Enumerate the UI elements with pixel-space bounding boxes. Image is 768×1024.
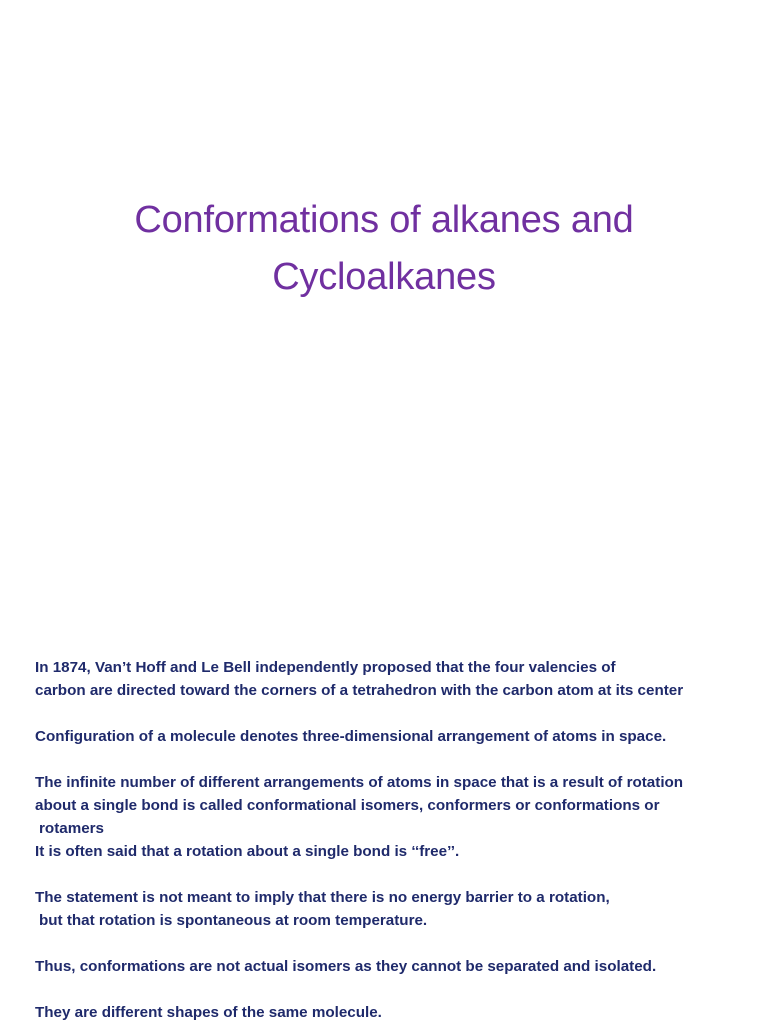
paragraph-3-line-1: The infinite number of different arrangements of atoms in space that is a result of rotation (35, 774, 684, 791)
slide-body (35, 656, 761, 1024)
paragraph-4-line-1: The statement is not meant to imply that there is no energy barrier to a rotation, (35, 889, 610, 906)
paragraph-gap (35, 863, 761, 886)
slide-title-line-2: Cycloalkanes (272, 256, 496, 298)
paragraph-3-line-3: rotamers (39, 820, 104, 837)
paragraph-1-line-2: carbon are directed toward the corners of a tetrahedron with the carbon atom at its center (35, 682, 684, 699)
paragraph-1-line-1: In 1874, Van’t Hoff and Le Bell independently proposed that the four valencies of (35, 659, 616, 676)
paragraph-4-line-2: but that rotation is spontaneous at room temperature. (39, 912, 428, 929)
paragraph-gap (35, 702, 761, 725)
paragraph-3-line-4: It is often said that a rotation about a single bond is ‘‘free’’. (35, 843, 460, 860)
slide-title (0, 192, 768, 306)
paragraph-gap (35, 932, 761, 955)
paragraph-gap (35, 748, 761, 771)
slide-title-line-1: Conformations of alkanes and (134, 199, 634, 241)
paragraph-3-line-2: about a single bond is called conformational isomers, conformers or conformations or (35, 797, 660, 814)
paragraph-2: Configuration of a molecule denotes three-dimensional arrangement of atoms in space. (35, 728, 667, 745)
paragraph-6: They are different shapes of the same molecule. (35, 1004, 382, 1021)
paragraph-gap (35, 978, 761, 1001)
paragraph-5: Thus, conformations are not actual isomers as they cannot be separated and isolated. (35, 958, 657, 975)
